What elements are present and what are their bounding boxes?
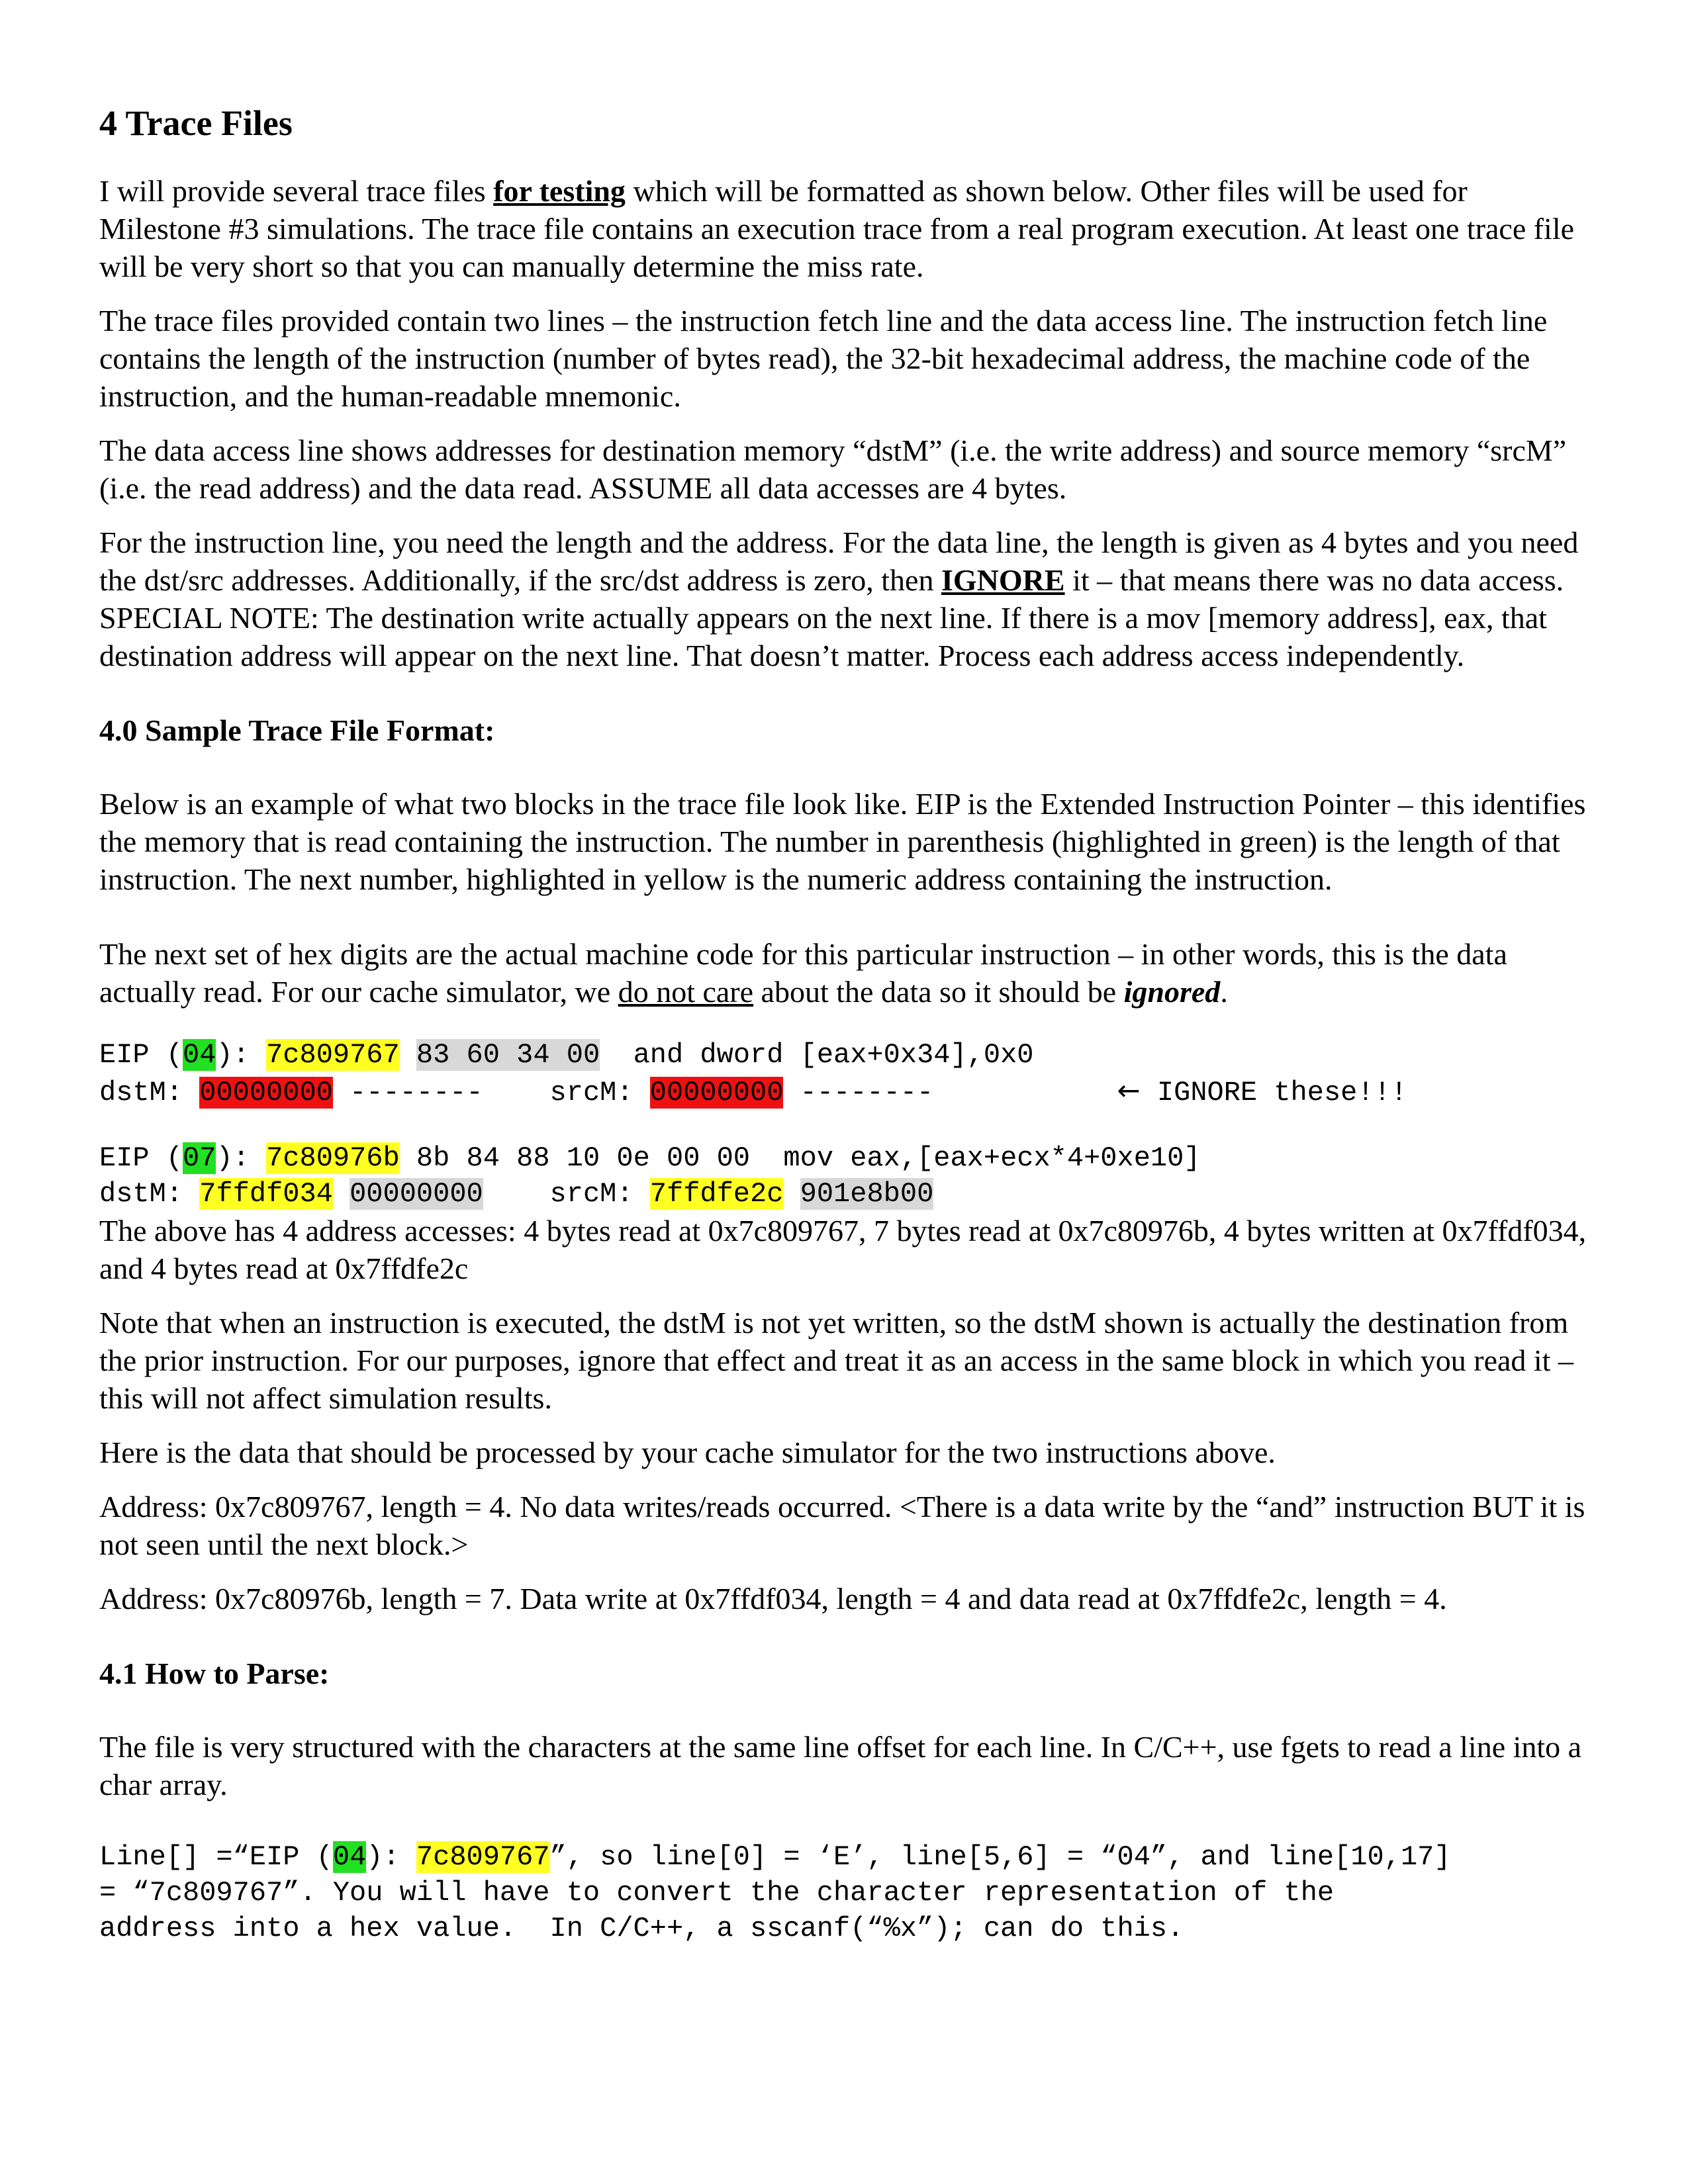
ignore-note: IGNORE these!!! [1140,1077,1407,1109]
code-text: -------- [332,1077,550,1109]
instruction-address-highlight: 7c80976b [266,1142,400,1174]
page-title: 4 Trace Files [99,103,293,143]
code-text: dstM: [99,1178,200,1210]
text-run: For the instruction line, you need the length and the address. For the data line, the length is given as 4 bytes and you need the dst/src addresses. Additionally, if the src/dst address is zero, then [99,525,1579,597]
text-run: which will be formatted as shown below. Other files will be used for Milestone #3 simulations. The trace file contains an execution trace from a real program execution. At least one trace file will be very short so that you can manually determine the miss rate. [99,174,1575,283]
after-trace-paragraph-2: Note that when an instruction is executed, the dstM is not yet written, so the dstM shown is actually the destination from the prior instruction. For our purposes, ignore that effect and treat it as an access in the same block in which you read it – this will not affect simulation results. [99,1306,1573,1415]
src-data-highlight: 901e8b00 [800,1178,934,1210]
code-text [400,1039,416,1071]
section-4-0-paragraph-2 [99,935,1595,1011]
code-text: dstM: [99,1077,200,1109]
text-run: . [1220,975,1228,1009]
code-text: ): [216,1039,267,1071]
emphasis-ignored: ignored [1123,975,1221,1009]
section-heading-4-1: 4.1 How to Parse: [99,1657,330,1690]
parse-code-example [99,1839,1595,1946]
trace-data-line [99,1073,1595,1111]
after-trace-paragraph-3: Here is the data that should be processed by your cache simulator for the two instructions above. [99,1435,1276,1469]
code-text [783,1178,800,1210]
trace-data-line [99,1176,1595,1212]
text-run: The next set of hex digits are the actual machine code for this particular instruction – in other words, this is the data actually read. For our cache simulator, we [99,937,1507,1009]
code-text: Line[] =“EIP ( [99,1841,333,1873]
left-arrow-icon: ← [1117,1074,1141,1107]
emphasis-ignore: IGNORE [941,563,1065,597]
dst-address-highlight: 00000000 [199,1077,333,1109]
code-text: -------- [783,1077,1117,1109]
code-text: ): [366,1841,416,1873]
trace-block-2 [99,1140,1595,1212]
intro-paragraph-1 [99,172,1595,285]
intro-paragraph-2: The trace files provided contain two lines – the instruction fetch line and the data access line. The instruction fetch line contains the length of the instruction (number of bytes read), the 32-bit hexadecimal address, the machine code of the instruction, and the human-readable mnemonic. [99,304,1548,413]
code-text: ): [216,1142,267,1174]
instruction-address-highlight: 7c809767 [266,1039,400,1071]
after-trace-paragraph-4: Address: 0x7c809767, length = 4. No data writes/reads occurred. <There is a data write by the “and” instruction BUT it is not seen until the next block.> [99,1490,1585,1561]
code-line [99,1839,1595,1875]
after-trace-paragraph-5: Address: 0x7c80976b, length = 7. Data write at 0x7ffdf034, length = 4 and data read at 0x7ffdfe2c, length = 4. [99,1582,1447,1615]
code-line: address into a hex value. In C/C++, a sscanf(“%x”); can do this. [99,1913,1184,1944]
code-text [333,1178,350,1210]
code-line: = “7c809767”. You will have to convert the character representation of the [99,1877,1335,1909]
code-text: srcM: [549,1077,650,1109]
trace-eip-line [99,1037,1595,1073]
src-address-highlight: 7ffdfe2c [649,1178,784,1210]
code-text: 8b 84 88 10 0e 00 00 mov eax,[eax+ecx*4+0xe10] [399,1142,1201,1174]
intro-paragraph-3: The data access line shows addresses for destination memory “dstM” (i.e. the write address) and source memory “srcM” (i.e. the read address) and the data read. ASSUME all data accesses are 4 bytes. [99,433,1567,505]
after-trace-paragraph-1: The above has 4 address accesses: 4 bytes read at 0x7c809767, 7 bytes read at 0x7c80976b, 4 bytes written at 0x7ffdf034, and 4 bytes read at 0x7ffdfe2c [99,1214,1587,1285]
instruction-address-highlight: 7c809767 [416,1841,550,1873]
text-run: I will provide several trace files [99,174,494,208]
code-text: ”, so line[0] = ‘E’, line[5,6] = “04”, and line[10,17] [549,1841,1451,1873]
text-run: it – that means there was no data access. SPECIAL NOTE: The destination write actually appears on the next line. If there is a mov [memory address], eax, that destination address will appear on the next line. That doesn’t matter. Process each address access independently. [99,563,1564,672]
code-text: srcM: [483,1178,650,1210]
emphasis-for-testing: for testing [493,174,626,208]
trace-eip-line [99,1140,1595,1176]
instruction-length-highlight: 07 [183,1142,216,1174]
instruction-length-highlight: 04 [332,1841,367,1873]
underlined-do-not-care: do not care [618,975,754,1009]
trace-block-1 [99,1037,1595,1111]
src-address-highlight: 00000000 [649,1077,784,1109]
section-heading-4-0: 4.0 Sample Trace File Format: [99,713,495,747]
instruction-length-highlight: 04 [183,1039,216,1071]
mnemonic-text: and dword [eax+0x34],0x0 [600,1039,1034,1071]
intro-paragraph-4 [99,523,1595,674]
code-text: EIP ( [99,1039,183,1071]
text-run: about the data so it should be [753,975,1124,1009]
dst-data-highlight: 00000000 [350,1178,483,1210]
machine-code-highlight: 83 60 34 00 [416,1039,600,1071]
section-4-0-paragraph-1: Below is an example of what two blocks in the trace file look like. EIP is the Extended Instruction Pointer – this identifies the memory that is read containing the instruction. The number in parenthesis (highlighted in green) is the length of that instruction. The next number, highlighted in yellow is the numeric address containing the instruction. [99,787,1586,896]
document-page [99,93,1595,1946]
dst-address-highlight: 7ffdf034 [199,1178,333,1210]
section-4-1-paragraph-1: The file is very structured with the characters at the same line offset for each line. In C/C++, use fgets to read a line into a char array. [99,1730,1582,1801]
code-text: EIP ( [99,1142,183,1174]
